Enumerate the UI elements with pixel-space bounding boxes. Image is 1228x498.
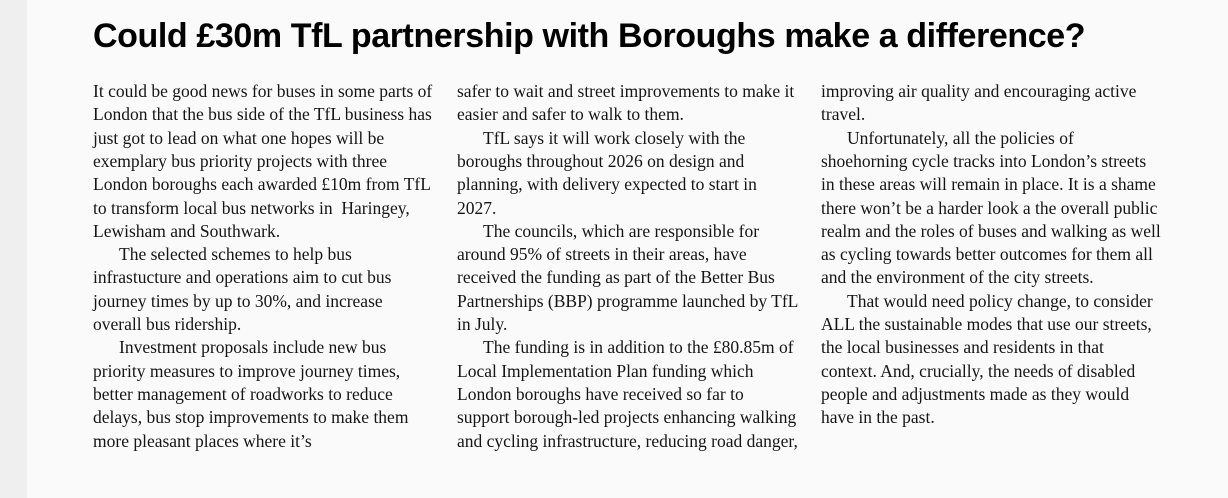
article-columns bbox=[93, 80, 1164, 453]
article-column-3 bbox=[821, 80, 1163, 453]
paragraph: TfL says it will work closely with the boroughs throughout 2026 on design and planning, with delivery expected to start in 2027. bbox=[457, 127, 757, 218]
article-sheet bbox=[27, 0, 1228, 498]
left-margin-strip bbox=[0, 0, 27, 498]
paragraph: That would need policy change, to consider ALL the sustainable modes that use our streets, the local businesses and residents in that context. And, crucially, the needs of disabled people and adjustments made as they would have in the past. bbox=[821, 290, 1153, 428]
paragraph: It could be good news for buses in some parts of London that the bus side of the TfL business has just got to lead on what one hopes will be exemplary bus priority projects with three London boroughs each awarded £10m from TfL to transform local bus networks in Haringey, Lewisham and Southwark. bbox=[93, 81, 433, 241]
article-column-2 bbox=[457, 80, 799, 453]
headline: Could £30m TfL partnership with Boroughs make a difference? bbox=[93, 17, 1086, 55]
paragraph: The councils, which are responsible for around 95% of streets in their areas, have received the funding as part of the Better Bus Partnerships (BBP) programme launched by TfL in July. bbox=[457, 220, 798, 335]
paragraph: safer to wait and street improvements to make it easier and safer to walk to them. bbox=[457, 81, 795, 125]
paragraph: The selected schemes to help bus infrastucture and operations aim to cut bus journey times by up to 30%, and increase overall bus ridership. bbox=[93, 244, 392, 335]
paragraph: The funding is in addition to the £80.85m of Local Implementation Plan funding which London boroughs have received so far to support borough-led projects enhancing walking and cycling infrastructure, reducing road danger, bbox=[457, 337, 798, 451]
paragraph: Unfortunately, all the policies of shoehorning cycle tracks into London’s streets in these areas will remain in place. It is a shame there won’t be a harder look a the overall public realm and the roles of buses and walking as well as cycling towards better outcomes for them all and the environment of the city streets. bbox=[821, 127, 1161, 288]
article-column-1 bbox=[93, 80, 435, 453]
paragraph: improving air quality and encouraging active travel. bbox=[821, 81, 1137, 125]
paragraph: Investment proposals include new bus priority measures to improve journey times, better management of roadworks to reduce delays, bus stop improvements to make them more pleasant places where it’s bbox=[93, 337, 409, 451]
